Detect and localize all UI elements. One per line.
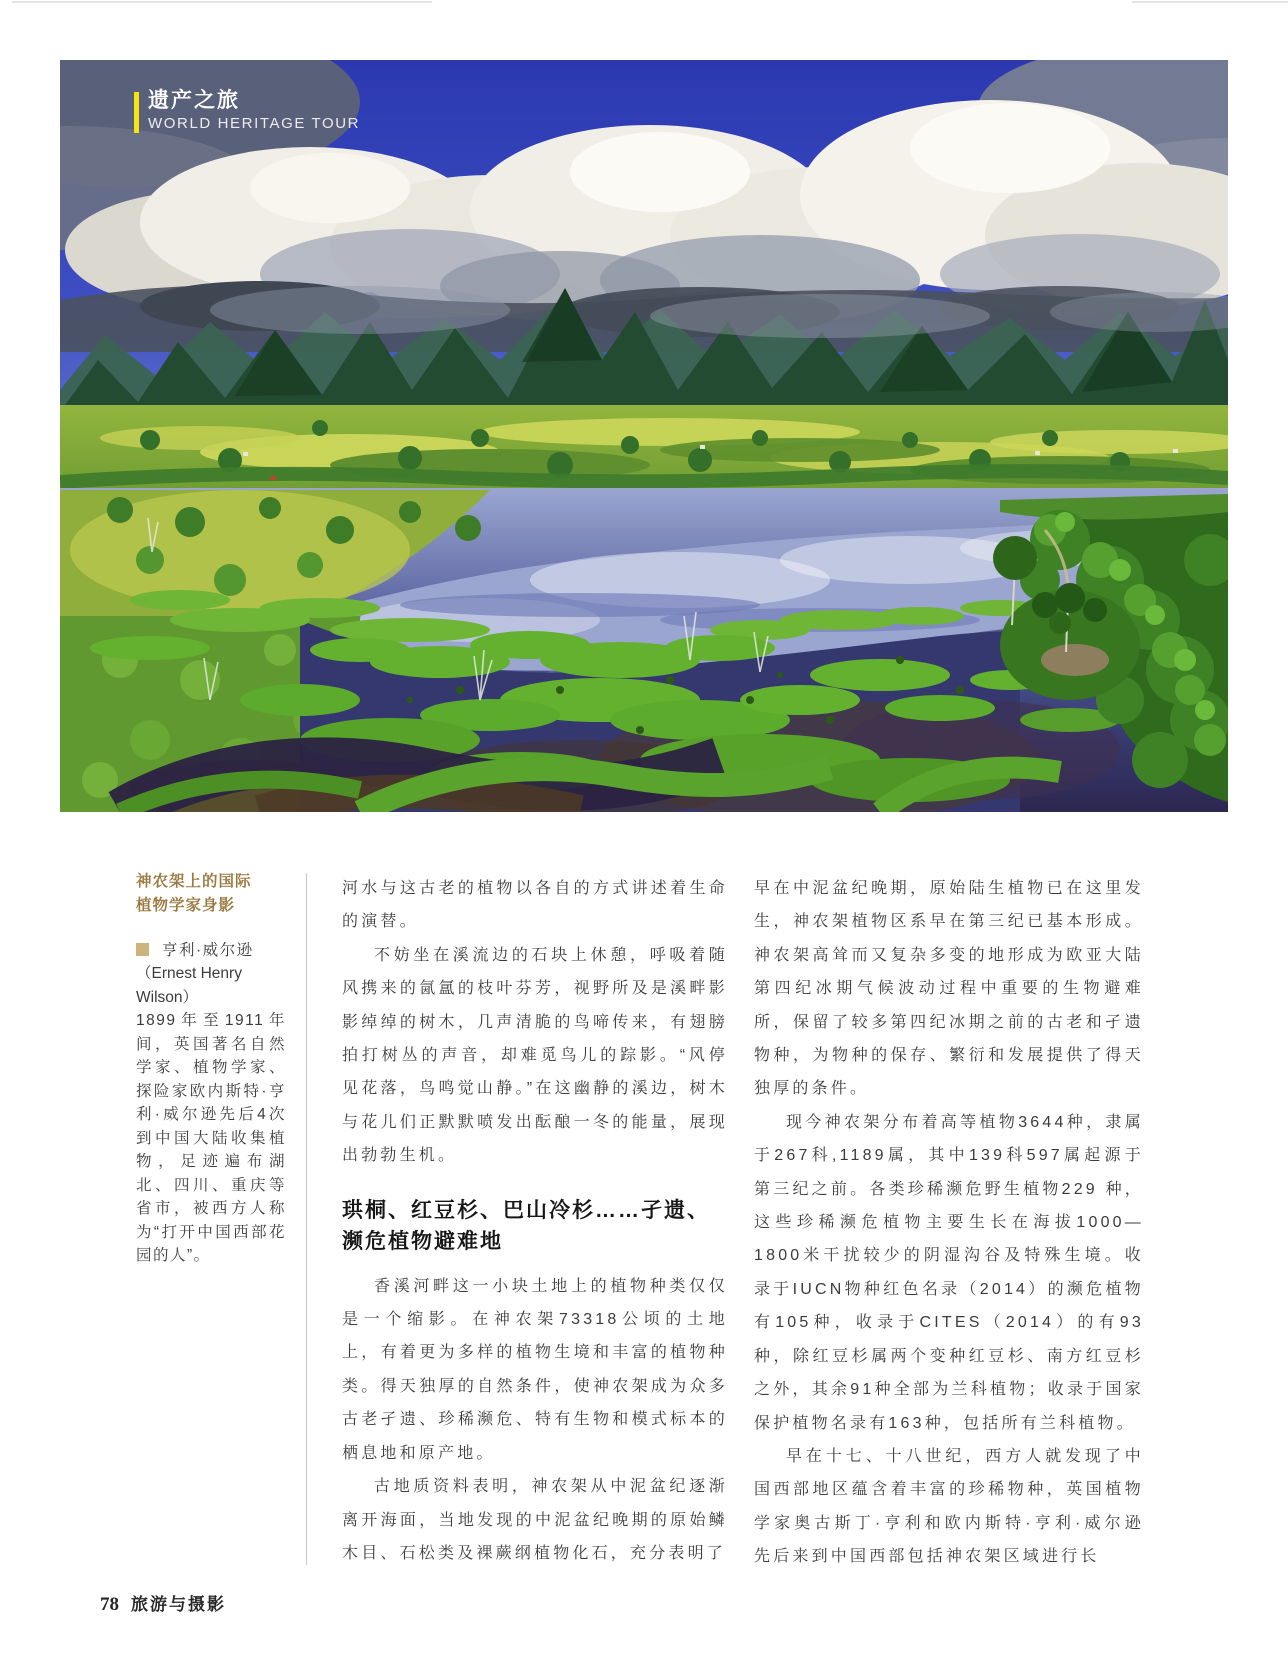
article-subheading: 珙桐、红豆杉、巴山冷杉……孑遗、濒危植物避难地 bbox=[342, 1198, 710, 1253]
sidebar-title bbox=[136, 870, 286, 918]
valley-fields bbox=[60, 405, 1228, 493]
article-column-middle bbox=[342, 872, 728, 1570]
paragraph: 早在中泥盆纪晚期，原始陆生植物已在这里发生，神农架植物区系早在第三纪已基本形成。神农架高耸而又复杂多变的地形成为欧亚大陆第四纪冰期气候波动过程中重要的生物避难所，保留了较多第四纪冰期之前的古老和孑遗物种，为物种的保存、繁衍和发展提供了得天独厚的条件。 bbox=[754, 880, 1144, 1098]
paragraph: 不妨坐在溪流边的石块上休憩，呼吸着随风携来的氤氲的枝叶芬芳，视野所及是溪畔影影绰绰的树木，几声清脆的鸟啼传来，有翅膀拍打树丛的声音，却难觅鸟儿的踪影。“风停见花落，鸟鸣觉山静。”在这幽静的溪边，树木与花儿们正默默喷发出酝酿一冬的能量，展现出勃勃生机。 bbox=[342, 946, 728, 1165]
paragraph: 现今神农架分布着高等植物3644种，隶属于267科,1189属，其中139科597属起源于第三纪之前。各类珍稀濒危野生植物229 种，这些珍稀濒危植物主要生长在海拔1000—1800米干扰较少的阴湿沟谷及特殊生境。收录于IUCN物种红色名录（2014）的濒危植物有105种，收录于CITES（2014）的有93种，除红豆杉属两个变种红豆杉、南方红豆杉之外，其余91种全部为兰科植物；收录于国家保护植物名录有163种，包括所有兰科植物。 bbox=[754, 1113, 1144, 1432]
square-bullet-icon bbox=[136, 943, 149, 956]
paragraph: 古地质资料表明，神农架从中泥盆纪逐渐离开海面，当地发现的中泥盆纪晚期的原始鳞木目、石松类及裸蕨纲植物化石，充分表明了 bbox=[342, 1478, 728, 1562]
figure-name: 亨利·威尔逊 bbox=[162, 942, 254, 959]
magazine-name: 旅游与摄影 bbox=[131, 1595, 226, 1614]
page-footer bbox=[100, 1590, 226, 1616]
sidebar-title-line1: 神农架上的国际 bbox=[136, 873, 252, 890]
column-divider bbox=[306, 873, 307, 1565]
landscape-svg bbox=[60, 60, 1228, 812]
hero-titles bbox=[148, 90, 360, 132]
sidebar-title-line2: 植物学家身影 bbox=[136, 897, 236, 914]
figure-name-en: （Ernest Henry Wilson） bbox=[136, 965, 242, 1006]
sidebar-figure-row bbox=[136, 938, 286, 960]
sidebar bbox=[136, 870, 286, 1268]
trim-mark-left bbox=[12, 1, 432, 3]
figure-bio: 1899年至1911年间，英国著名自然学家、植物学家、探险家欧内斯特·亨利·威尔逊先后4次到中国大陆收集植物，足迹遍布湖北、四川、重庆等省市，被西方人称为“打开中国西部花园的人”。 bbox=[136, 1012, 286, 1264]
paragraph: 香溪河畔这一小块土地上的植物种类仅仅是一个缩影。在神农架73318公顷的土地上，有着更为多样的植物生境和丰富的植物种类。得天独厚的自然条件，使神农架成为众多古老孑遗、珍稀濒危、特有生物和模式标本的栖息地和原产地。 bbox=[342, 1277, 728, 1462]
trim-mark-right bbox=[1132, 1, 1288, 3]
section-title-cn: 遗产之旅 bbox=[148, 89, 240, 112]
article-column-right bbox=[754, 872, 1144, 1574]
section-title-en: WORLD HERITAGE TOUR bbox=[148, 115, 361, 132]
paragraph: 河水与这古老的植物以各自的方式讲述着生命的演替。 bbox=[342, 880, 728, 931]
page-number: 78 bbox=[100, 1594, 119, 1615]
hero-header bbox=[134, 90, 360, 133]
paragraph: 早在十七、十八世纪，西方人就发现了中国西部地区蕴含着丰富的珍稀物种，英国植物学家奥古斯丁·亨利和欧内斯特·亨利·威尔逊先后来到中国西部包括神农架区域进行长 bbox=[754, 1447, 1144, 1566]
hero-photo bbox=[60, 60, 1228, 812]
accent-bar bbox=[134, 92, 139, 133]
